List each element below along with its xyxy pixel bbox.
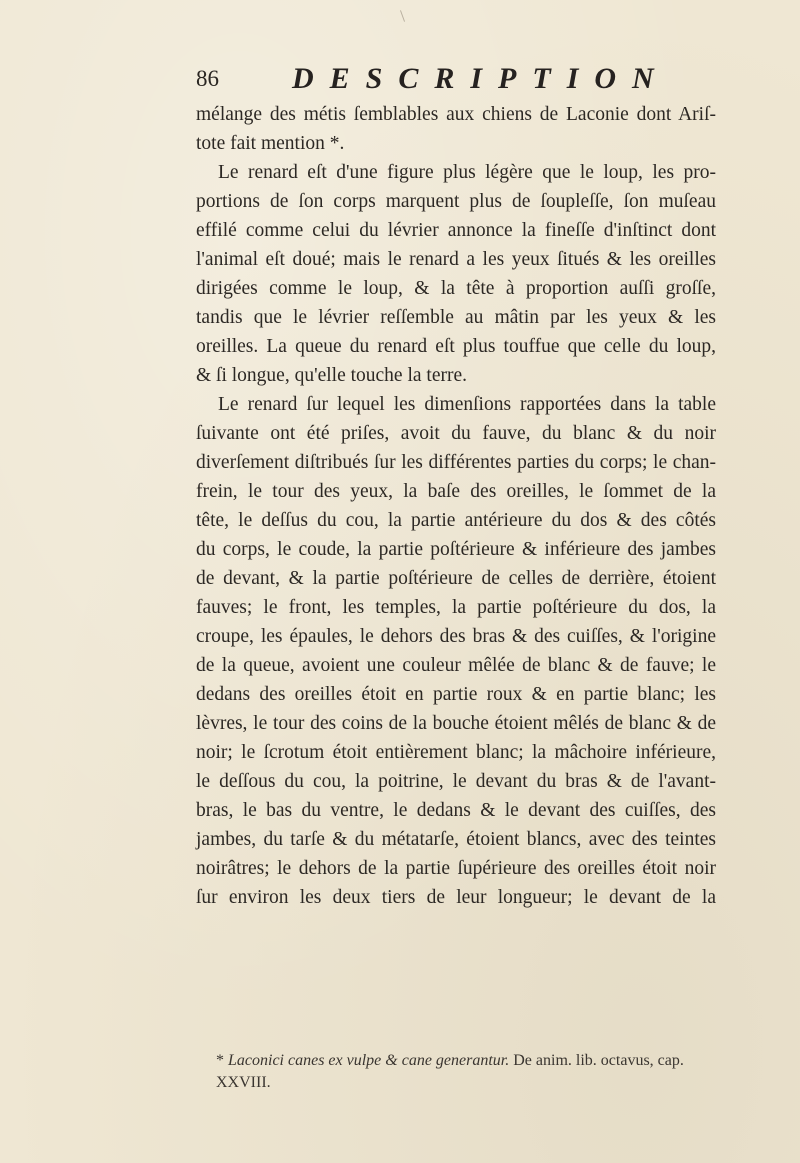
text-line: mélange des métis ſemblables aux chiens de Laconie dont Ariſ- (196, 104, 716, 125)
text-line: tote fait mention *. (196, 133, 345, 154)
text-line: frein, le tour des yeux, la baſe des oreilles, le ſommet de la (196, 481, 716, 502)
text-line: l'animal eſt doué; mais le renard a les yeux ſitués & les oreilles (196, 249, 716, 270)
text-line: fauves; le front, les temples, la partie poſtérieure du dos, la (196, 597, 716, 618)
footnote-quote: Laconici canes ex vulpe & cane generantur. (228, 1052, 510, 1069)
paper-mark (400, 10, 405, 22)
text-line: ſur environ les deux tiers de leur longueur; le devant de la (196, 887, 716, 908)
text-line: oreilles. La queue du renard eſt plus touffue que celle du loup, (196, 336, 716, 357)
text-line: effilé comme celui du lévrier annonce la fineſſe d'inſtinct dont (196, 220, 716, 241)
text-line: Le renard ſur lequel les dimenſions rapportées dans la table (218, 394, 716, 415)
footnote-reference: De anim. lib. octavus, cap. (513, 1052, 684, 1069)
page-header (196, 62, 716, 102)
text-line: croupe, les épaules, le dehors des bras & des cuiſſes, & l'origine (196, 626, 716, 647)
text-line: bras, le bas du ventre, le dedans & le devant des cuiſſes, des (196, 800, 716, 821)
text-line: dirigées comme le loup, & la tête à proportion auſſi groſſe, (196, 278, 716, 299)
footnote-line (216, 1050, 716, 1072)
text-line: ſuivante ont été priſes, avoit du fauve, du blanc & du noir (196, 423, 716, 444)
text-line: tête, le deſſus du cou, la partie antérieure du dos & des côtés (196, 510, 716, 531)
text-line: lèvres, le tour des coins de la bouche étoient mêlés de blanc & de (196, 713, 716, 734)
text-line: Le renard eſt d'une figure plus légère que le loup, les pro- (218, 162, 716, 183)
footnote (216, 1050, 716, 1094)
text-line: de devant, & la partie poſtérieure de celles de derrière, étoient (196, 568, 716, 589)
text-line: dedans des oreilles étoit en partie roux & en partie blanc; les (196, 684, 716, 705)
text-line: de la queue, avoient une couleur mêlée de blanc & de fauve; le (196, 655, 716, 676)
footnote-marker: * (216, 1052, 224, 1069)
text-line: noir; le ſcrotum étoit entièrement blanc; la mâchoire inférieure, (196, 742, 716, 763)
text-line: jambes, du tarſe & du métatarſe, étoient blancs, avec des teintes (196, 829, 716, 850)
running-title: DESCRIPTION (292, 62, 670, 95)
text-line: le deſſous du cou, la poitrine, le devant du bras & de l'avant- (196, 771, 716, 792)
text-line: portions de ſon corps marquent plus de ſoupleſſe, ſon muſeau (196, 191, 716, 212)
footnote-line-2: XXVIII. (216, 1074, 271, 1091)
page-number: 86 (196, 66, 219, 91)
text-line: tandis que le lévrier reſſemble au mâtin par les yeux & les (196, 307, 716, 328)
text-line: & ſi longue, qu'elle touche la terre. (196, 365, 468, 386)
text-line: noirâtres; le dehors de la partie ſupérieure des oreilles étoit noir (196, 858, 716, 879)
body-text (196, 100, 716, 912)
text-line: du corps, le coude, la partie poſtérieure & inférieure des jambes (196, 539, 716, 560)
text-line: diverſement diſtribués ſur les différentes parties du corps; le chan- (196, 452, 716, 473)
